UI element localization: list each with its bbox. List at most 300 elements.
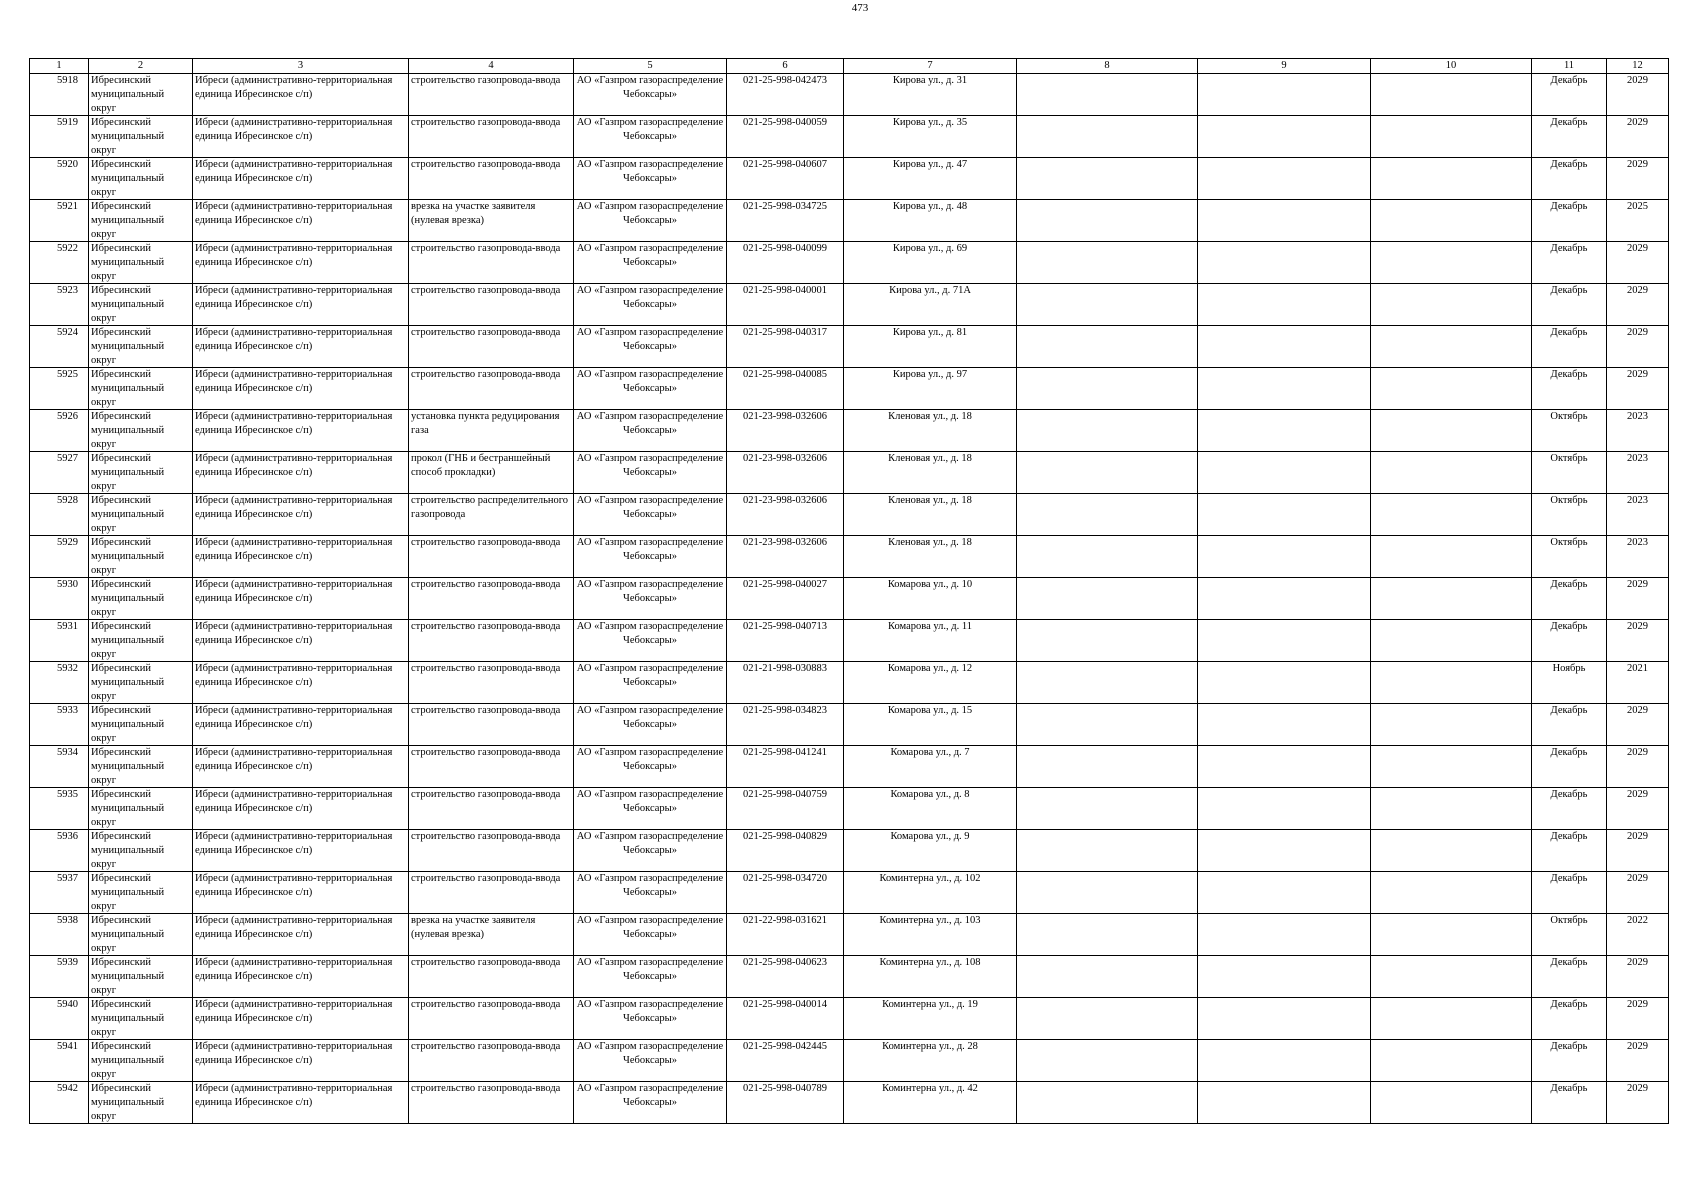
organization-cell-text: АО «Газпром газораспределение Чебоксары» bbox=[576, 201, 724, 226]
row-number-text: 5928 bbox=[57, 495, 78, 506]
work-type-cell-text: строительство газопровода-ввода bbox=[411, 1041, 561, 1052]
district-cell bbox=[89, 536, 193, 578]
row-number bbox=[30, 158, 89, 200]
table-row bbox=[30, 746, 1669, 788]
row-number-text: 5942 bbox=[57, 1083, 78, 1094]
work-type-cell-text: строительство газопровода-ввода bbox=[411, 579, 561, 590]
month-cell bbox=[1532, 704, 1607, 746]
month-cell-text: Октябрь bbox=[1550, 537, 1588, 548]
year-cell bbox=[1607, 830, 1669, 872]
table-row bbox=[30, 284, 1669, 326]
request-code-cell-text: 021-25-998-034823 bbox=[743, 705, 827, 716]
row-number-text: 5940 bbox=[57, 999, 78, 1010]
year-cell bbox=[1607, 1082, 1669, 1124]
address-cell-text: Комарова ул., д. 7 bbox=[890, 747, 970, 758]
district-cell bbox=[89, 788, 193, 830]
work-type-cell bbox=[409, 914, 574, 956]
district-cell-text: Ибресинский муниципальный округ bbox=[91, 957, 165, 996]
work-type-cell-text: строительство газопровода-ввода bbox=[411, 747, 561, 758]
year-cell bbox=[1607, 494, 1669, 536]
year-cell-text: 2029 bbox=[1627, 789, 1648, 800]
table-row bbox=[30, 578, 1669, 620]
district-cell bbox=[89, 368, 193, 410]
table-row bbox=[30, 998, 1669, 1040]
settlement-cell bbox=[193, 788, 409, 830]
column-10-cell bbox=[1371, 326, 1532, 368]
work-type-cell-text: строительство газопровода-ввода bbox=[411, 369, 561, 380]
organization-cell-text: АО «Газпром газораспределение Чебоксары» bbox=[576, 243, 724, 268]
work-type-cell-text: прокол (ГНБ и бестраншейный способ прокладки) bbox=[411, 453, 551, 478]
row-number bbox=[30, 620, 89, 662]
column-8-cell bbox=[1017, 74, 1198, 116]
organization-cell bbox=[574, 536, 727, 578]
settlement-cell bbox=[193, 1040, 409, 1082]
request-code-cell bbox=[727, 494, 844, 536]
column-header-6: 6 bbox=[727, 59, 844, 74]
table-row bbox=[30, 872, 1669, 914]
year-cell-text: 2029 bbox=[1627, 75, 1648, 86]
organization-cell bbox=[574, 1040, 727, 1082]
row-number-text: 5921 bbox=[57, 201, 78, 212]
organization-cell bbox=[574, 200, 727, 242]
district-cell-text: Ибресинский муниципальный округ bbox=[91, 1083, 165, 1122]
work-type-cell bbox=[409, 956, 574, 998]
row-number bbox=[30, 956, 89, 998]
month-cell-text: Декабрь bbox=[1550, 369, 1588, 380]
year-cell bbox=[1607, 74, 1669, 116]
request-code-cell bbox=[727, 116, 844, 158]
month-cell bbox=[1532, 368, 1607, 410]
year-cell bbox=[1607, 578, 1669, 620]
month-cell-text: Ноябрь bbox=[1552, 663, 1586, 674]
address-cell-text: Кирова ул., д. 35 bbox=[892, 117, 968, 128]
organization-cell bbox=[574, 620, 727, 662]
settlement-cell-text: Ибреси (административно-территориальная единица Ибресинское с/п) bbox=[195, 369, 393, 394]
year-cell-text: 2029 bbox=[1627, 873, 1648, 884]
organization-cell-text: АО «Газпром газораспределение Чебоксары» bbox=[576, 789, 724, 814]
district-cell bbox=[89, 1082, 193, 1124]
work-type-cell bbox=[409, 116, 574, 158]
column-8-cell bbox=[1017, 788, 1198, 830]
row-number bbox=[30, 914, 89, 956]
address-cell bbox=[844, 914, 1017, 956]
column-9-cell bbox=[1198, 872, 1371, 914]
month-cell-text: Декабрь bbox=[1550, 159, 1588, 170]
month-cell bbox=[1532, 494, 1607, 536]
address-cell bbox=[844, 494, 1017, 536]
column-header-5: 5 bbox=[574, 59, 727, 74]
year-cell-text: 2023 bbox=[1627, 537, 1648, 548]
address-cell-text: Кирова ул., д. 31 bbox=[892, 75, 968, 86]
month-cell-text: Декабрь bbox=[1550, 831, 1588, 842]
district-cell-text: Ибресинский муниципальный округ bbox=[91, 243, 165, 282]
column-9-cell bbox=[1198, 914, 1371, 956]
column-10-cell bbox=[1371, 620, 1532, 662]
work-type-cell bbox=[409, 662, 574, 704]
table-row bbox=[30, 620, 1669, 662]
settlement-cell-text: Ибреси (административно-территориальная единица Ибресинское с/п) bbox=[195, 327, 393, 352]
column-10-cell bbox=[1371, 116, 1532, 158]
request-code-cell-text: 021-25-998-040027 bbox=[743, 579, 827, 590]
organization-cell bbox=[574, 578, 727, 620]
column-8-cell bbox=[1017, 914, 1198, 956]
table-row bbox=[30, 662, 1669, 704]
column-9-cell bbox=[1198, 704, 1371, 746]
settlement-cell bbox=[193, 830, 409, 872]
work-type-cell-text: строительство газопровода-ввода bbox=[411, 327, 561, 338]
column-8-cell bbox=[1017, 200, 1198, 242]
request-code-cell bbox=[727, 620, 844, 662]
column-10-cell bbox=[1371, 452, 1532, 494]
district-cell bbox=[89, 578, 193, 620]
request-code-cell-text: 021-25-998-040789 bbox=[743, 1083, 827, 1094]
column-8-cell bbox=[1017, 578, 1198, 620]
settlement-cell-text: Ибреси (административно-территориальная единица Ибресинское с/п) bbox=[195, 1083, 393, 1108]
organization-cell bbox=[574, 368, 727, 410]
work-type-cell-text: строительство газопровода-ввода bbox=[411, 831, 561, 842]
year-cell bbox=[1607, 998, 1669, 1040]
table-row bbox=[30, 1040, 1669, 1082]
table-row bbox=[30, 1082, 1669, 1124]
organization-cell bbox=[574, 956, 727, 998]
work-type-cell bbox=[409, 620, 574, 662]
month-cell-text: Октябрь bbox=[1550, 411, 1588, 422]
header-row bbox=[30, 59, 1669, 74]
district-cell-text: Ибресинский муниципальный округ bbox=[91, 705, 165, 744]
month-cell-text: Октябрь bbox=[1550, 453, 1588, 464]
address-cell bbox=[844, 872, 1017, 914]
request-code-cell-text: 021-25-998-040623 bbox=[743, 957, 827, 968]
settlement-cell-text: Ибреси (административно-территориальная единица Ибресинское с/п) bbox=[195, 957, 393, 982]
column-9-cell bbox=[1198, 998, 1371, 1040]
address-cell bbox=[844, 452, 1017, 494]
settlement-cell-text: Ибреси (административно-территориальная единица Ибресинское с/п) bbox=[195, 999, 393, 1024]
address-cell bbox=[844, 998, 1017, 1040]
row-number-text: 5923 bbox=[57, 285, 78, 296]
year-cell-text: 2029 bbox=[1627, 705, 1648, 716]
district-cell-text: Ибресинский муниципальный округ bbox=[91, 537, 165, 576]
settlement-cell-text: Ибреси (административно-территориальная единица Ибресинское с/п) bbox=[195, 453, 393, 478]
table-row bbox=[30, 830, 1669, 872]
work-type-cell-text: строительство газопровода-ввода bbox=[411, 537, 561, 548]
column-10-cell bbox=[1371, 788, 1532, 830]
settlement-cell bbox=[193, 998, 409, 1040]
address-cell bbox=[844, 200, 1017, 242]
request-code-cell-text: 021-25-998-041241 bbox=[743, 747, 827, 758]
year-cell-text: 2029 bbox=[1627, 621, 1648, 632]
organization-cell-text: АО «Газпром газораспределение Чебоксары» bbox=[576, 621, 724, 646]
year-cell bbox=[1607, 284, 1669, 326]
column-9-cell bbox=[1198, 284, 1371, 326]
address-cell bbox=[844, 620, 1017, 662]
column-10-cell bbox=[1371, 914, 1532, 956]
settlement-cell-text: Ибреси (административно-территориальная единица Ибресинское с/п) bbox=[195, 537, 393, 562]
organization-cell bbox=[574, 704, 727, 746]
district-cell-text: Ибресинский муниципальный округ bbox=[91, 831, 165, 870]
column-8-cell bbox=[1017, 536, 1198, 578]
address-cell-text: Комарова ул., д. 12 bbox=[887, 663, 973, 674]
row-number-text: 5929 bbox=[57, 537, 78, 548]
row-number-text: 5925 bbox=[57, 369, 78, 380]
year-cell bbox=[1607, 536, 1669, 578]
column-8-cell bbox=[1017, 284, 1198, 326]
table-row bbox=[30, 788, 1669, 830]
address-cell bbox=[844, 956, 1017, 998]
row-number-text: 5933 bbox=[57, 705, 78, 716]
column-9-cell bbox=[1198, 746, 1371, 788]
column-9-cell bbox=[1198, 956, 1371, 998]
year-cell-text: 2029 bbox=[1627, 243, 1648, 254]
district-cell-text: Ибресинский муниципальный округ bbox=[91, 495, 165, 534]
month-cell bbox=[1532, 830, 1607, 872]
address-cell-text: Коминтерна ул., д. 103 bbox=[879, 915, 981, 926]
year-cell bbox=[1607, 368, 1669, 410]
row-number-text: 5939 bbox=[57, 957, 78, 968]
organization-cell-text: АО «Газпром газораспределение Чебоксары» bbox=[576, 411, 724, 436]
month-cell-text: Декабрь bbox=[1550, 999, 1588, 1010]
column-8-cell bbox=[1017, 452, 1198, 494]
row-number-text: 5918 bbox=[57, 75, 78, 86]
year-cell bbox=[1607, 620, 1669, 662]
organization-cell-text: АО «Газпром газораспределение Чебоксары» bbox=[576, 537, 724, 562]
address-cell bbox=[844, 74, 1017, 116]
request-code-cell bbox=[727, 914, 844, 956]
table-header bbox=[30, 59, 1669, 74]
work-type-cell-text: врезка на участке заявителя (нулевая врезка) bbox=[411, 201, 536, 226]
address-cell-text: Комарова ул., д. 9 bbox=[890, 831, 970, 842]
settlement-cell-text: Ибреси (административно-территориальная единица Ибресинское с/п) bbox=[195, 159, 393, 184]
column-10-cell bbox=[1371, 872, 1532, 914]
month-cell bbox=[1532, 74, 1607, 116]
settlement-cell bbox=[193, 242, 409, 284]
settlement-cell-text: Ибреси (административно-территориальная единица Ибресинское с/п) bbox=[195, 579, 393, 604]
settlement-cell-text: Ибреси (административно-территориальная единица Ибресинское с/п) bbox=[195, 663, 393, 688]
year-cell bbox=[1607, 242, 1669, 284]
settlement-cell-text: Ибреси (административно-территориальная единица Ибресинское с/п) bbox=[195, 747, 393, 772]
row-number bbox=[30, 1040, 89, 1082]
settlement-cell-text: Ибреси (административно-территориальная единица Ибресинское с/п) bbox=[195, 117, 393, 142]
month-cell bbox=[1532, 662, 1607, 704]
column-8-cell bbox=[1017, 326, 1198, 368]
column-10-cell bbox=[1371, 662, 1532, 704]
organization-cell bbox=[574, 410, 727, 452]
organization-cell-text: АО «Газпром газораспределение Чебоксары» bbox=[576, 999, 724, 1024]
year-cell bbox=[1607, 872, 1669, 914]
month-cell bbox=[1532, 746, 1607, 788]
column-header-10: 10 bbox=[1371, 59, 1532, 74]
year-cell bbox=[1607, 1040, 1669, 1082]
organization-cell bbox=[574, 242, 727, 284]
district-cell bbox=[89, 116, 193, 158]
address-cell bbox=[844, 242, 1017, 284]
column-9-cell bbox=[1198, 830, 1371, 872]
district-cell bbox=[89, 998, 193, 1040]
work-type-cell-text: строительство газопровода-ввода bbox=[411, 663, 561, 674]
row-number-text: 5936 bbox=[57, 831, 78, 842]
table-row bbox=[30, 410, 1669, 452]
column-10-cell bbox=[1371, 1040, 1532, 1082]
request-code-cell-text: 021-25-998-040317 bbox=[743, 327, 827, 338]
month-cell bbox=[1532, 998, 1607, 1040]
row-number-text: 5941 bbox=[57, 1041, 78, 1052]
month-cell-text: Декабрь bbox=[1550, 957, 1588, 968]
district-cell-text: Ибресинский муниципальный округ bbox=[91, 747, 165, 786]
month-cell-text: Декабрь bbox=[1550, 243, 1588, 254]
work-type-cell bbox=[409, 158, 574, 200]
address-cell-text: Кленовая ул., д. 18 bbox=[888, 411, 972, 422]
year-cell-text: 2029 bbox=[1627, 159, 1648, 170]
column-9-cell bbox=[1198, 74, 1371, 116]
settlement-cell-text: Ибреси (административно-территориальная единица Ибресинское с/п) bbox=[195, 789, 393, 814]
column-10-cell bbox=[1371, 494, 1532, 536]
column-8-cell bbox=[1017, 872, 1198, 914]
column-10-cell bbox=[1371, 158, 1532, 200]
row-number bbox=[30, 662, 89, 704]
column-10-cell bbox=[1371, 200, 1532, 242]
organization-cell bbox=[574, 662, 727, 704]
row-number-text: 5920 bbox=[57, 159, 78, 170]
column-8-cell bbox=[1017, 368, 1198, 410]
district-cell-text: Ибресинский муниципальный округ bbox=[91, 75, 165, 114]
column-10-cell bbox=[1371, 284, 1532, 326]
organization-cell-text: АО «Газпром газораспределение Чебоксары» bbox=[576, 873, 724, 898]
year-cell bbox=[1607, 410, 1669, 452]
work-type-cell bbox=[409, 368, 574, 410]
settlement-cell-text: Ибреси (административно-территориальная единица Ибресинское с/п) bbox=[195, 1041, 393, 1066]
year-cell bbox=[1607, 788, 1669, 830]
organization-cell-text: АО «Газпром газораспределение Чебоксары» bbox=[576, 579, 724, 604]
address-cell-text: Кирова ул., д. 81 bbox=[892, 327, 968, 338]
request-code-cell-text: 021-23-998-032606 bbox=[743, 537, 827, 548]
column-9-cell bbox=[1198, 368, 1371, 410]
request-code-cell-text: 021-25-998-040713 bbox=[743, 621, 827, 632]
address-cell bbox=[844, 788, 1017, 830]
year-cell-text: 2029 bbox=[1627, 957, 1648, 968]
column-8-cell bbox=[1017, 410, 1198, 452]
address-cell bbox=[844, 746, 1017, 788]
month-cell bbox=[1532, 326, 1607, 368]
request-code-cell-text: 021-25-998-042473 bbox=[743, 75, 827, 86]
column-header-3: 3 bbox=[193, 59, 409, 74]
column-10-cell bbox=[1371, 956, 1532, 998]
request-code-cell-text: 021-25-998-040085 bbox=[743, 369, 827, 380]
year-cell bbox=[1607, 326, 1669, 368]
district-cell-text: Ибресинский муниципальный округ bbox=[91, 201, 165, 240]
month-cell-text: Декабрь bbox=[1550, 75, 1588, 86]
request-code-cell bbox=[727, 578, 844, 620]
district-cell-text: Ибресинский муниципальный округ bbox=[91, 285, 165, 324]
district-cell bbox=[89, 956, 193, 998]
row-number bbox=[30, 368, 89, 410]
address-cell bbox=[844, 410, 1017, 452]
work-type-cell bbox=[409, 536, 574, 578]
column-9-cell bbox=[1198, 578, 1371, 620]
row-number-text: 5922 bbox=[57, 243, 78, 254]
request-code-cell bbox=[727, 872, 844, 914]
month-cell-text: Декабрь bbox=[1550, 705, 1588, 716]
work-type-cell-text: строительство газопровода-ввода bbox=[411, 873, 561, 884]
settlement-cell bbox=[193, 116, 409, 158]
table-row bbox=[30, 116, 1669, 158]
year-cell-text: 2023 bbox=[1627, 411, 1648, 422]
request-code-cell bbox=[727, 368, 844, 410]
district-cell bbox=[89, 326, 193, 368]
settlement-cell bbox=[193, 872, 409, 914]
work-type-cell-text: строительство газопровода-ввода bbox=[411, 75, 561, 86]
address-cell-text: Кирова ул., д. 48 bbox=[892, 201, 968, 212]
address-cell-text: Кленовая ул., д. 18 bbox=[888, 453, 972, 464]
district-cell-text: Ибресинский муниципальный округ bbox=[91, 369, 165, 408]
year-cell bbox=[1607, 956, 1669, 998]
district-cell bbox=[89, 284, 193, 326]
address-cell bbox=[844, 326, 1017, 368]
district-cell bbox=[89, 872, 193, 914]
request-code-cell bbox=[727, 998, 844, 1040]
address-cell-text: Коминтерна ул., д. 102 bbox=[879, 873, 981, 884]
organization-cell-text: АО «Газпром газораспределение Чебоксары» bbox=[576, 495, 724, 520]
table-row bbox=[30, 368, 1669, 410]
settlement-cell-text: Ибреси (административно-территориальная единица Ибресинское с/п) bbox=[195, 411, 393, 436]
column-8-cell bbox=[1017, 242, 1198, 284]
column-header-2: 2 bbox=[89, 59, 193, 74]
request-code-cell bbox=[727, 326, 844, 368]
year-cell-text: 2029 bbox=[1627, 747, 1648, 758]
month-cell-text: Декабрь bbox=[1550, 327, 1588, 338]
row-number-text: 5937 bbox=[57, 873, 78, 884]
organization-cell bbox=[574, 284, 727, 326]
district-cell-text: Ибресинский муниципальный округ bbox=[91, 411, 165, 450]
month-cell bbox=[1532, 956, 1607, 998]
work-type-cell-text: строительство газопровода-ввода bbox=[411, 117, 561, 128]
year-cell-text: 2023 bbox=[1627, 453, 1648, 464]
column-9-cell bbox=[1198, 1040, 1371, 1082]
organization-cell-text: АО «Газпром газораспределение Чебоксары» bbox=[576, 831, 724, 856]
request-code-cell-text: 021-23-998-032606 bbox=[743, 411, 827, 422]
address-cell bbox=[844, 284, 1017, 326]
year-cell-text: 2029 bbox=[1627, 831, 1648, 842]
work-type-cell bbox=[409, 830, 574, 872]
column-9-cell bbox=[1198, 788, 1371, 830]
request-code-cell bbox=[727, 536, 844, 578]
district-cell-text: Ибресинский муниципальный округ bbox=[91, 621, 165, 660]
settlement-cell bbox=[193, 536, 409, 578]
row-number-text: 5919 bbox=[57, 117, 78, 128]
table-row bbox=[30, 200, 1669, 242]
settlement-cell bbox=[193, 284, 409, 326]
table-row bbox=[30, 74, 1669, 116]
year-cell-text: 2029 bbox=[1627, 1083, 1648, 1094]
organization-cell bbox=[574, 452, 727, 494]
organization-cell bbox=[574, 158, 727, 200]
settlement-cell bbox=[193, 578, 409, 620]
district-cell bbox=[89, 746, 193, 788]
row-number bbox=[30, 578, 89, 620]
organization-cell bbox=[574, 788, 727, 830]
work-type-cell bbox=[409, 788, 574, 830]
district-cell bbox=[89, 200, 193, 242]
work-type-cell bbox=[409, 872, 574, 914]
month-cell bbox=[1532, 158, 1607, 200]
district-cell bbox=[89, 452, 193, 494]
row-number bbox=[30, 1082, 89, 1124]
address-cell-text: Кленовая ул., д. 18 bbox=[888, 537, 972, 548]
request-code-cell bbox=[727, 242, 844, 284]
organization-cell-text: АО «Газпром газораспределение Чебоксары» bbox=[576, 957, 724, 982]
work-type-cell-text: строительство газопровода-ввода bbox=[411, 789, 561, 800]
month-cell-text: Декабрь bbox=[1550, 747, 1588, 758]
column-9-cell bbox=[1198, 410, 1371, 452]
column-8-cell bbox=[1017, 956, 1198, 998]
